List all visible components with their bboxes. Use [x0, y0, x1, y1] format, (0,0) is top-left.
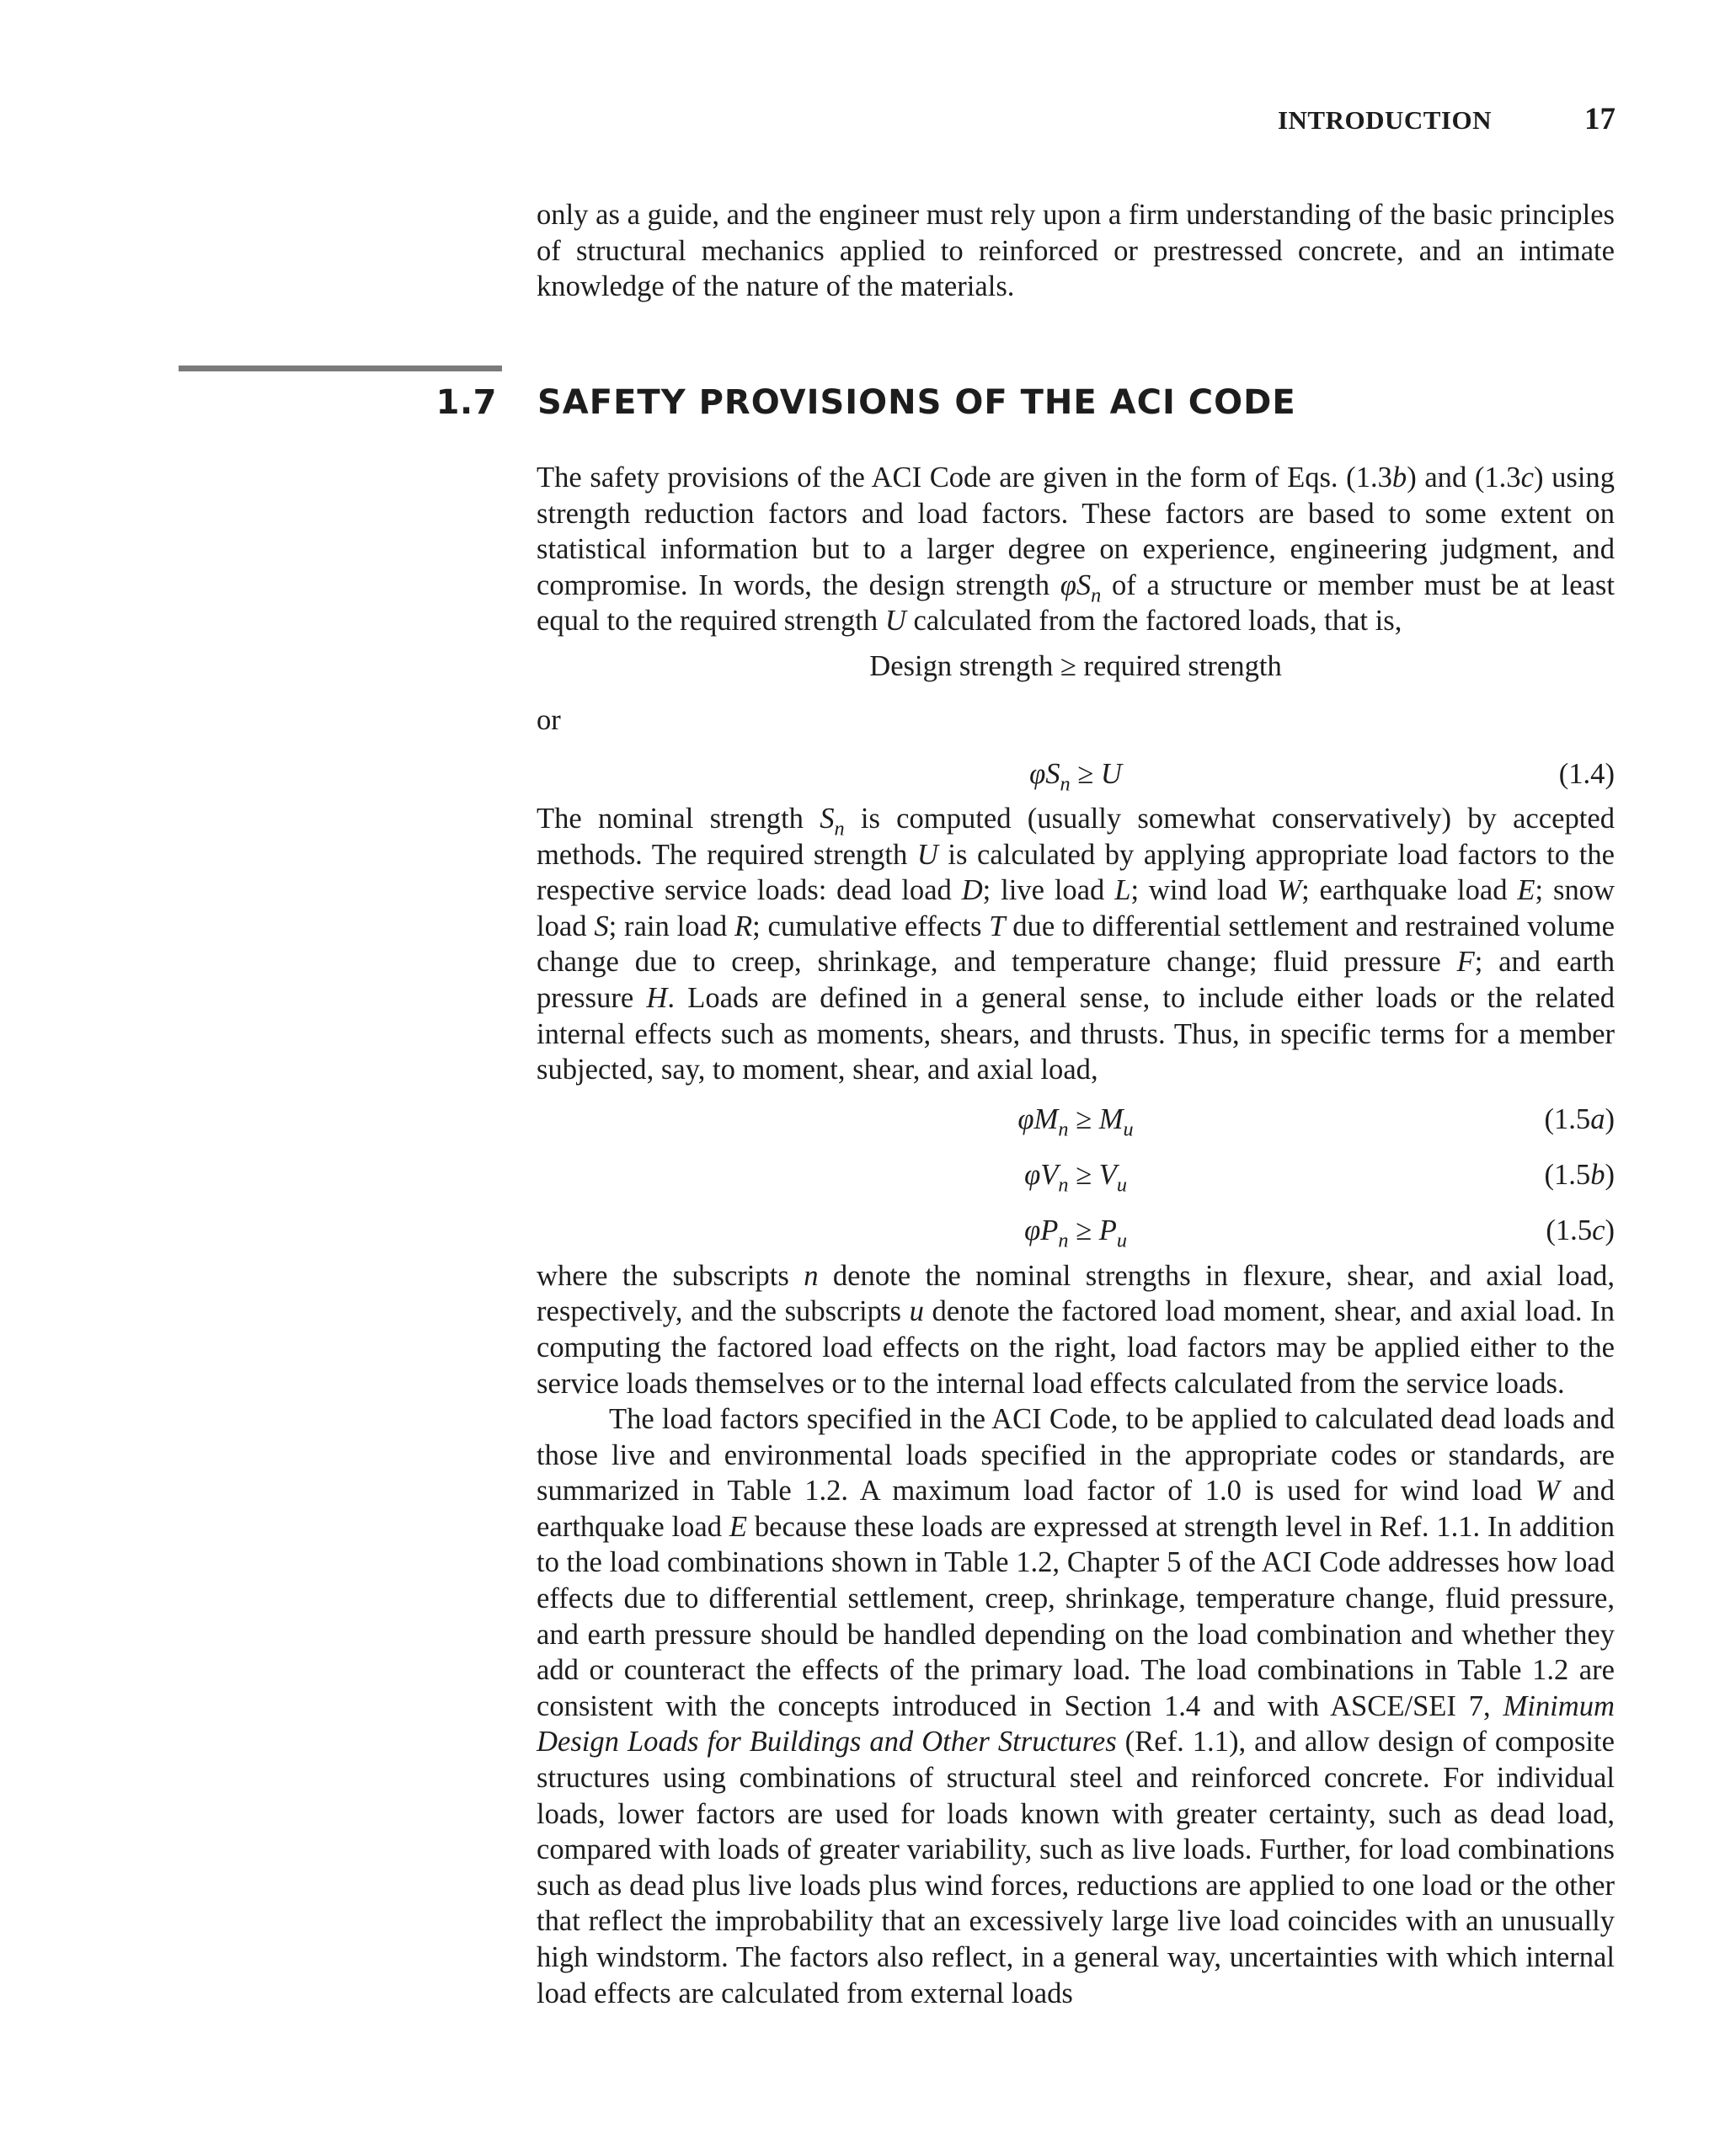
- equation-number: (1.4): [1558, 757, 1615, 790]
- page-number: 17: [1584, 102, 1616, 136]
- equation-number: (1.5c): [1546, 1214, 1615, 1246]
- paragraph-3: where the subscripts n denote the nominal strengths in flexure, shear, and axial load, respectively, and the subscripts u denote the factored load moment, shear, and axial load. In computing the factored load effects on the right, load factors may be applied either to the service loads themselves or to the internal load effects calculated from the service loads.: [537, 1259, 1615, 1400]
- paragraph-1: The safety provisions of the ACI Code are given in the form of Eqs. (1.3b) and (1.3c) using strength reduction factors and load factors. These factors are based to some extent on statistical information but to a larger degree on experience, engineering judgment, and compromise. In words, the design strength $\varphi S_n$ of a structure or member must be at least equal to the required strength U calculated from the factored loads, that is,: [537, 462, 1616, 638]
- equation-1-5c: $\varphi P_n \ge P_u$ (1.5c): [537, 1203, 1615, 1258]
- paragraph-2: The nominal strength $S_n$ is computed (usually somewhat conservatively) by accepted methods. The required strength U is calculated by applying appropriate load factors to the respective service loads: dead load D; live load L; wind load W; earthquake load E; snow load S; rain load R; cumulative effects T due to differential settlement and restrained volume change due to creep, shrinkage, and temperature change; fluid pressure F; and earth pressure H. Loads are defined in a general sense, to include either loads or the related internal effects such as moments, shears, and thrusts. Thus, in specific terms for a member subjected, say, to moment, shear, and axial load,: [537, 802, 1616, 1086]
- equation-1-5b: $\varphi V_n \ge V_u$ (1.5b): [537, 1147, 1615, 1203]
- section-title: SAFETY PROVISIONS OF THE ACI CODE: [537, 383, 1296, 422]
- running-head-title: INTRODUCTION: [1277, 105, 1492, 135]
- running-head: [1278, 101, 1616, 137]
- paragraph-4: The load factors specified in the ACI Code, to be applied to calculated dead loads and those live and environmental loads specified in the appropriate codes or standards, are summarized in Table 1.2. A maximum load factor of 1.0 is used for wind load W and earthquake load E because these loads are expressed at strength level in Ref. 1.1. In addition to the load combinations shown in Table 1.2, Chapter 5 of the ACI Code addresses how load effects due to differential settlement, creep, shrinkage, temperature change, fluid pressure, and earth pressure should be handled depending on the load combination and whether they add or counteract the effects of the primary load. The load combinations in Table 1.2 are consistent with the concepts introduced in Section 1.4 and with ASCE/SEI 7, Minimum Design Loads for Buildings and Other Structures (Ref. 1.1), and allow design of composite structures using combinations of structural steel and reinforced concrete. For individual loads, lower factors are used for loads known with greater certainty, such as dead load, compared with loads of greater variability, such as live loads. Further, for load combinations such as dead plus live loads plus wind forces, reductions are applied to one load or the other that reflect the improbability that an excessively large live load coincides with an unusually high windstorm. The factors also reflect, in a general way, uncertainties with which internal load effects are calculated from external loads: [537, 1403, 1615, 2009]
- equation-1-4: $\varphi S_n \ge U$ (1.4): [537, 747, 1615, 801]
- section-heading: [0, 383, 1725, 434]
- equation-number: (1.5b): [1544, 1158, 1615, 1191]
- or-text: or: [537, 703, 561, 736]
- section-number: 1.7: [435, 383, 497, 422]
- main-body: [537, 460, 1615, 2011]
- intro-block: [537, 197, 1615, 305]
- intro-paragraph: only as a guide, and the engineer must rely upon a firm understanding of the basic principles of structural mechanics applied to reinforced or prestressed concrete, and an intimate knowledge of the nature of the materials.: [537, 199, 1615, 303]
- section-rule: [179, 366, 502, 371]
- display-statement: Design strength ≥ required strength: [869, 649, 1282, 682]
- equation-1-5a: $\varphi M_n \ge M_u$ (1.5a): [537, 1091, 1615, 1147]
- equation-number: (1.5a): [1544, 1102, 1615, 1135]
